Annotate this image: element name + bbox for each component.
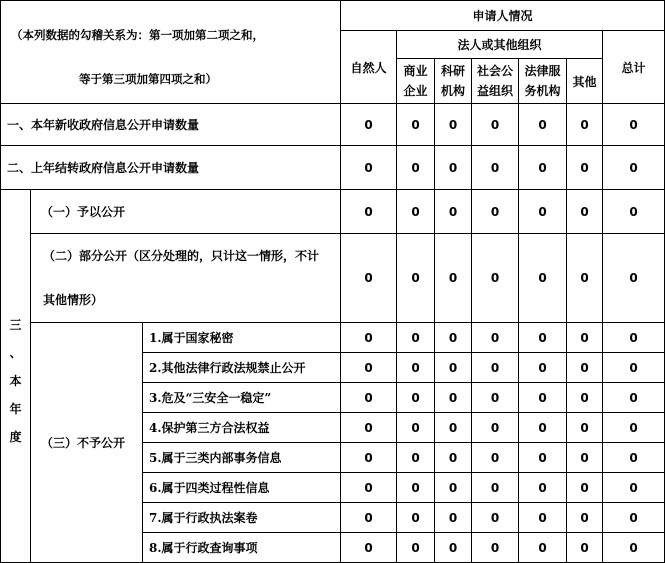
value-cell: 0: [435, 190, 472, 234]
row-label: （一）予以公开: [31, 190, 341, 234]
table-row: [1, 146, 665, 190]
legal-group-header: 法人或其他组织: [397, 31, 603, 59]
note-line-2: 等于第三项加第四项之和）: [79, 72, 217, 86]
row-label: 二、上年结转政府信息公开申请数量: [1, 146, 341, 190]
value-cell: 0: [519, 353, 567, 383]
commercial-line-2: 企业: [403, 84, 428, 98]
value-cell: 0: [603, 234, 665, 323]
row-label: 1.属于国家秘密: [143, 323, 341, 353]
value-cell: 0: [603, 413, 665, 443]
value-cell: 0: [603, 503, 665, 533]
row-label: 4.保护第三方合法权益: [143, 413, 341, 443]
value-cell: 0: [397, 413, 435, 443]
value-cell: 0: [603, 146, 665, 190]
value-cell: 0: [435, 383, 472, 413]
section-char: 本: [9, 374, 22, 388]
commercial-line-1: 商业: [403, 64, 428, 78]
value-cell: 0: [603, 533, 665, 563]
total-header: 总计: [603, 31, 665, 104]
value-cell: 0: [519, 503, 567, 533]
value-cell: 0: [472, 234, 519, 323]
value-cell: 0: [567, 473, 603, 503]
row-label: [31, 234, 341, 323]
value-cell: 0: [567, 234, 603, 323]
value-cell: 0: [519, 323, 567, 353]
row-group-label: （三）不予公开: [31, 323, 143, 563]
value-cell: 0: [472, 413, 519, 443]
value-cell: 0: [519, 190, 567, 234]
value-cell: 0: [472, 443, 519, 473]
value-cell: 0: [472, 190, 519, 234]
value-cell: 0: [341, 503, 397, 533]
value-cell: 0: [567, 533, 603, 563]
social-line-1: 社会公: [476, 64, 513, 78]
row-label: 8.属于行政查询事项: [143, 533, 341, 563]
value-cell: 0: [397, 503, 435, 533]
value-cell: 0: [603, 353, 665, 383]
row-label: 2.其他法律行政法规禁止公开: [143, 353, 341, 383]
value-cell: 0: [435, 533, 472, 563]
value-cell: 0: [341, 443, 397, 473]
value-cell: 0: [397, 323, 435, 353]
row-label: 6.属于四类过程性信息: [143, 473, 341, 503]
value-cell: 0: [435, 104, 472, 146]
social-line-2: 益组织: [476, 84, 513, 98]
value-cell: 0: [519, 383, 567, 413]
table-row: [1, 190, 665, 234]
value-cell: 0: [519, 146, 567, 190]
value-cell: 0: [435, 473, 472, 503]
value-cell: 0: [341, 146, 397, 190]
section-char: 、: [9, 346, 22, 360]
value-cell: 0: [472, 146, 519, 190]
commercial-header: [397, 59, 435, 104]
value-cell: 0: [435, 413, 472, 443]
table-row: [1, 234, 665, 323]
value-cell: 0: [519, 104, 567, 146]
value-cell: 0: [472, 473, 519, 503]
table-row: [1, 104, 665, 146]
legal-service-line-2: 务机构: [524, 84, 561, 98]
section-three-label: [1, 190, 31, 563]
value-cell: 0: [397, 383, 435, 413]
row-label-line-2: 其他情形）: [43, 293, 104, 307]
value-cell: 0: [567, 190, 603, 234]
note-line-1: （本列数据的勾稽关系为：第一项加第二项之和，: [11, 28, 264, 42]
research-line-2: 机构: [440, 84, 465, 98]
value-cell: 0: [435, 443, 472, 473]
value-cell: 0: [567, 443, 603, 473]
value-cell: 0: [397, 190, 435, 234]
research-line-1: 科研: [440, 64, 465, 78]
table-row: [1, 323, 665, 353]
value-cell: 0: [472, 503, 519, 533]
value-cell: 0: [435, 234, 472, 323]
value-cell: 0: [567, 413, 603, 443]
value-cell: 0: [567, 503, 603, 533]
value-cell: 0: [472, 533, 519, 563]
value-cell: 0: [472, 323, 519, 353]
value-cell: 0: [472, 104, 519, 146]
value-cell: 0: [397, 146, 435, 190]
row-label: 5.属于三类内部事务信息: [143, 443, 341, 473]
row-label: 一、本年新收政府信息公开申请数量: [1, 104, 341, 146]
value-cell: 0: [341, 383, 397, 413]
value-cell: 0: [603, 473, 665, 503]
value-cell: 0: [397, 104, 435, 146]
value-cell: 0: [603, 443, 665, 473]
value-cell: 0: [603, 383, 665, 413]
social-header: [472, 59, 519, 104]
value-cell: 0: [341, 533, 397, 563]
value-cell: 0: [567, 353, 603, 383]
section-char: 度: [9, 430, 22, 444]
value-cell: 0: [567, 383, 603, 413]
value-cell: 0: [397, 234, 435, 323]
value-cell: 0: [519, 413, 567, 443]
value-cell: 0: [397, 473, 435, 503]
value-cell: 0: [603, 190, 665, 234]
row-label-line-1: （二）部分公开（区分处理的，只计这一情形，不计: [43, 249, 320, 263]
table-note: [1, 1, 341, 104]
value-cell: 0: [341, 323, 397, 353]
other-header: 其他: [567, 59, 603, 104]
value-cell: 0: [519, 443, 567, 473]
value-cell: 0: [472, 353, 519, 383]
value-cell: 0: [435, 146, 472, 190]
value-cell: 0: [519, 533, 567, 563]
value-cell: 0: [603, 104, 665, 146]
value-cell: 0: [341, 104, 397, 146]
value-cell: 0: [519, 473, 567, 503]
value-cell: 0: [341, 190, 397, 234]
value-cell: 0: [397, 533, 435, 563]
legal-service-header: [519, 59, 567, 104]
value-cell: 0: [603, 323, 665, 353]
value-cell: 0: [567, 323, 603, 353]
value-cell: 0: [435, 503, 472, 533]
research-header: [435, 59, 472, 104]
value-cell: 0: [472, 383, 519, 413]
applicant-header: 申请人情况: [341, 1, 665, 31]
value-cell: 0: [397, 443, 435, 473]
value-cell: 0: [435, 353, 472, 383]
value-cell: 0: [341, 473, 397, 503]
value-cell: 0: [341, 234, 397, 323]
section-char: 年: [9, 402, 22, 416]
row-label: 3.危及“三安全一稳定”: [143, 383, 341, 413]
legal-service-line-1: 法律服: [524, 64, 561, 78]
value-cell: 0: [519, 234, 567, 323]
value-cell: 0: [435, 323, 472, 353]
value-cell: 0: [567, 146, 603, 190]
value-cell: 0: [567, 104, 603, 146]
row-label: 7.属于行政执法案卷: [143, 503, 341, 533]
natural-person-header: 自然人: [341, 31, 397, 104]
value-cell: 0: [341, 413, 397, 443]
section-char: 三: [9, 318, 22, 332]
value-cell: 0: [341, 353, 397, 383]
value-cell: 0: [397, 353, 435, 383]
